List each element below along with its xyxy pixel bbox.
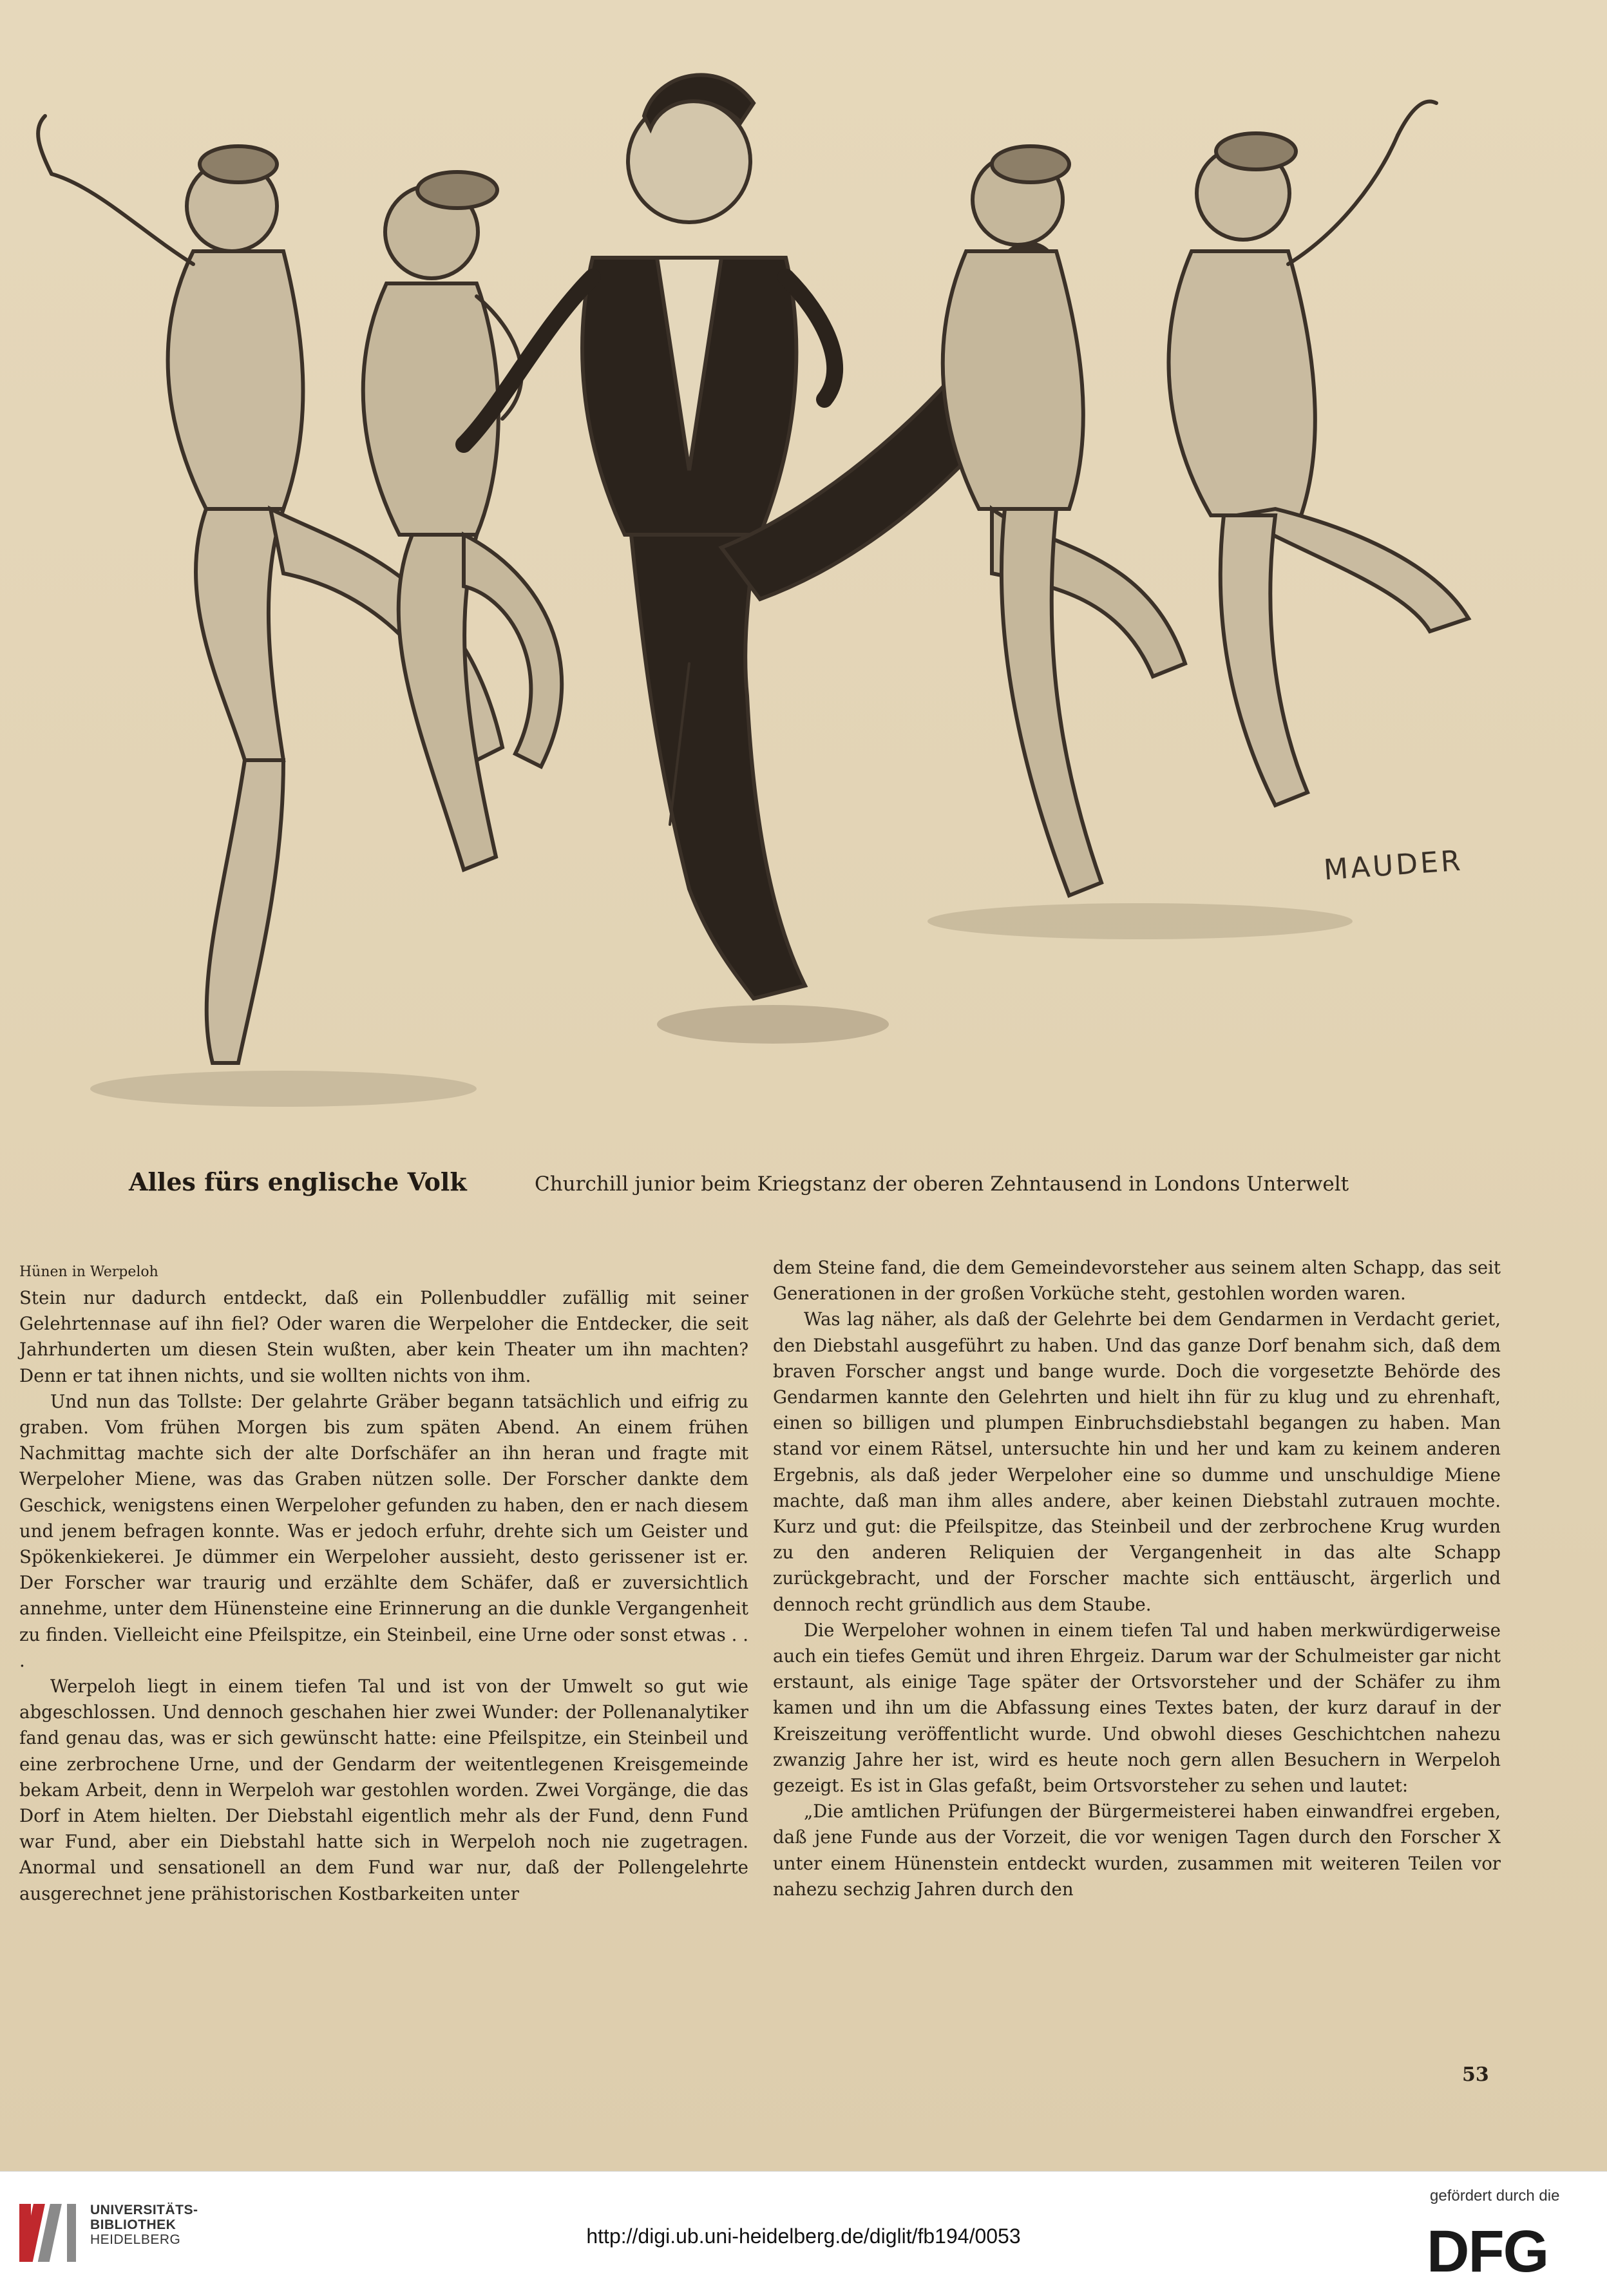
paragraph: „Die amtlichen Prüfungen der Bürgermeisterei haben einwandfrei ergeben, daß jene Funde aus der Vorzeit, die vor wenigen Tagen durch den Forscher X unter einem Hünenstein entdeckt wurden, zusammen mit weiteren Teilen vor nahezu sechzig Jahren durch den <box>773 1801 1501 1900</box>
artist-signature: MAUDER <box>1322 844 1465 887</box>
article-column-right <box>773 1255 1501 1902</box>
funded-by-text: gefördert durch die <box>1430 2187 1560 2205</box>
article-column-left <box>19 1259 748 1907</box>
permalink-container <box>0 2224 1607 2248</box>
paragraph: Die Werpeloher wohnen in einem tiefen Tal und haben merkwürdigerweise auch ein tiefes Gemüt und ihren Ehrgeiz. Darum war der Schulmeister gar nicht erstaunt, als einige Tage später der Ortsvorsteher und der Schäfer zu ihm kamen und ihn um die Abfassung eines Textes baten, der kurz darauf in der Kreiszeitung veröffentlicht wurde. Und obwohl dieses Geschichtchen nahezu zwanzig Jahre her ist, wird es heute noch gern allen Besuchern in Werpeloh gezeigt. Es ist in Glas gefaßt, beim Ortsvorsteher zu sehen und lautet: <box>773 1619 1501 1797</box>
paragraph: Was lag näher, als daß der Gelehrte bei dem Gendarmen in Verdacht geriet, den Diebstahl ausgeführt zu haben. Und das ganze Dorf benahm sich, daß dem braven Forscher angst und bange wurde. Doch die vorgesetzte Behörde des Gendarmen kannte den Gelehrten und hielt ihn für zu klug und zu ehrenhaft, einen so billigen und plumpen Einbruchsdiebstahl begangen zu haben. Man stand vor einem Rätsel, untersuchte hin und her und kam zu keinem anderen Ergebnis, als daß jeder Werpeloher eine so dumme und unschuldige Miene machte, daß man ihm alles andere, aber keinen Diebstahl zutrauen mochte. Kurz und gut: die Pfeilspitze, das Steinbeil und der zerbrochene Krug wurden zu den anderen Reliquien der Vergangenheit in das alte Schapp zurückgebracht, und der Forscher machte sich enttäuscht, ärgerlich und dennoch recht gründlich aus dem Staube. <box>773 1308 1501 1615</box>
library-line-3: HEIDELBERG <box>90 2232 181 2247</box>
page-number: 53 <box>1462 2063 1489 2086</box>
paragraph: dem Steine fand, die dem Gemeindevorsteher aus seinem alten Schapp, das seit Generationen in der großen Vorküche steht, gestohlen worden waren. <box>773 1257 1501 1305</box>
permalink-url[interactable]: http://digi.ub.uni-heidelberg.de/diglit/fb194/0053 <box>586 2224 1021 2248</box>
paragraph: Stein nur dadurch entdeckt, daß ein Pollenbuddler zufällig mit seiner Gelehrtennase auf ihn fiel? Oder waren die Werpeloher die Entdecker, die seit Jahrhunderten um diesen Stein wußten, aber kein Theater um ihn machten? Denn er tat ihnen nichts, und sie wollten nichts von ihm. <box>19 1287 748 1386</box>
paragraph: Werpeloh liegt in einem tiefen Tal und ist von der Umwelt so gut wie abgeschlossen. Und dennoch geschahen hier zwei Wunder: der Pollenanalytiker fand genau das, was er sich gewünscht hatte: eine Pfeilspitze, ein Steinbeil und eine zerbrochene Urne, und der Gendarm der weitentlegenen Kreisgemeinde bekam Arbeit, denn in Werpeloh war gestohlen worden. Zwei Vorgänge, die das Dorf in Atem hielten. Der Diebstahl eigentlich mehr als der Fund, denn Fund war Fund, aber ein Diebstahl hatte sich in Werpeloh noch nie zugetragen. Anormal und sensationell an dem Fund war nur, daß der Pollengelehrte ausgerechnet jene prähistorischen Kostbarkeiten unter <box>19 1676 748 1904</box>
library-line-1: UNIVERSITÄTS- <box>90 2203 198 2217</box>
dfg-logo[interactable]: DFG <box>1427 2219 1548 2284</box>
paragraph: Und nun das Tollste: Der gelahrte Gräber begann tatsächlich und eifrig zu graben. Vom frühen Morgen bis zum späten Abend. An einem frühen Nachmittag machte sich der alte Dorfschäfer an ihn heran und fragte mit Werpeloher Miene, was das Graben nützen solle. Der Forscher dankte dem Geschick, wenigstens einen Werpeloher gefunden zu haben, den er nach diesem und jenem befragen konnte. Was er jedoch erfuhr, drehte sich um Geister und Spökenkiekerei. Je dümmer ein Werpeloher aussieht, desto gerissener ist er. Der Forscher war traurig und erzählte dem Schäfer, daß er zuversichtlich annehme, unter dem Hünensteine eine Erinnerung an die dunkle Vergangenheit zu finden. Vielleicht eine Pfeilspitze, ein Steinbeil, eine Urne oder sonst etwas . . . <box>19 1390 748 1671</box>
caption-title: Alles fürs englische Volk <box>129 1167 467 1196</box>
library-line-2: BIBLIOTHEK <box>90 2217 176 2232</box>
viewer-footer <box>0 2171 1607 2296</box>
running-head: Hünen in Werpeloh <box>19 1264 158 1280</box>
cartoon-illustration <box>13 19 1584 1127</box>
caption-subtitle: Churchill junior beim Kriegstanz der oberen Zehntausend in Londons Unterwelt <box>535 1172 1349 1196</box>
